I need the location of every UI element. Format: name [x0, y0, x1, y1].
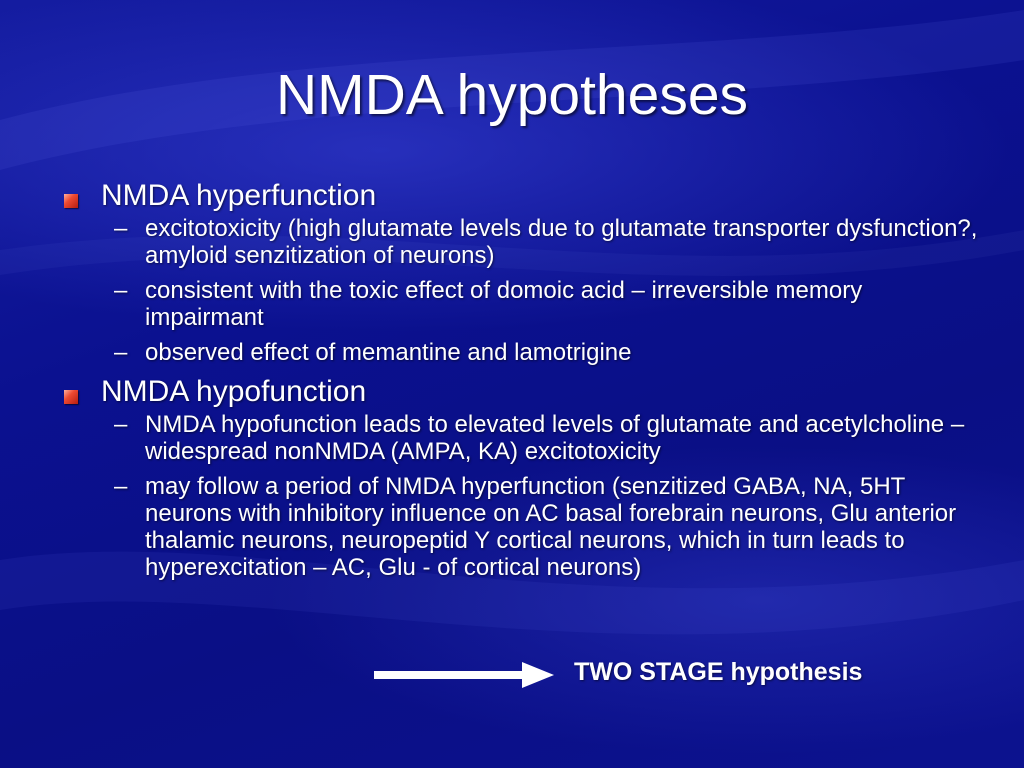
dash-marker: – [114, 411, 128, 438]
list-item [60, 473, 980, 581]
right-arrow-icon [374, 660, 554, 690]
list-item-text: consistent with the toxic effect of domoic acid – irreversible memory impairmant [145, 277, 863, 331]
section-heading-label: NMDA hypofunction [101, 375, 367, 408]
list-item-text: observed effect of memantine and lamotrigine [145, 339, 632, 366]
dash-marker: – [114, 215, 128, 242]
slide-title: NMDA hypotheses [275, 63, 749, 127]
dash-marker: – [114, 473, 128, 500]
section-heading-hypofunction [60, 374, 980, 410]
list-item-text: NMDA hypofunction leads to elevated levels of glutamate and acetylcholine – widespread nonNMDA (AMPA, KA) excitotoxicity [145, 411, 965, 465]
dash-marker: – [114, 339, 128, 366]
slide-content [60, 178, 980, 589]
red-square-bullet-icon [64, 390, 78, 404]
list-item-text: may follow a period of NMDA hyperfunction (senzitized GABA, NA, 5HT neurons with inhibitory influence on AC basal forebrain neurons, Glu anterior thalamic neurons, neuropeptid Y cortical neurons, which in turn leads to hyperexcitation – AC, Glu - of cortical neurons) [145, 473, 957, 581]
section-heading-label: NMDA hyperfunction [101, 179, 377, 212]
list-item [60, 277, 980, 331]
list-item [60, 411, 980, 465]
red-square-bullet-icon [64, 194, 78, 208]
list-item-text: excitotoxicity (high glutamate levels due to glutamate transporter dysfunction?, amyloid senzitization of neurons) [145, 215, 978, 269]
section-heading-hyperfunction [60, 178, 980, 214]
list-item [60, 215, 980, 269]
two-stage-hypothesis-label: TWO STAGE hypothesis [574, 658, 863, 686]
list-item [60, 339, 980, 366]
dash-marker: – [114, 277, 128, 304]
